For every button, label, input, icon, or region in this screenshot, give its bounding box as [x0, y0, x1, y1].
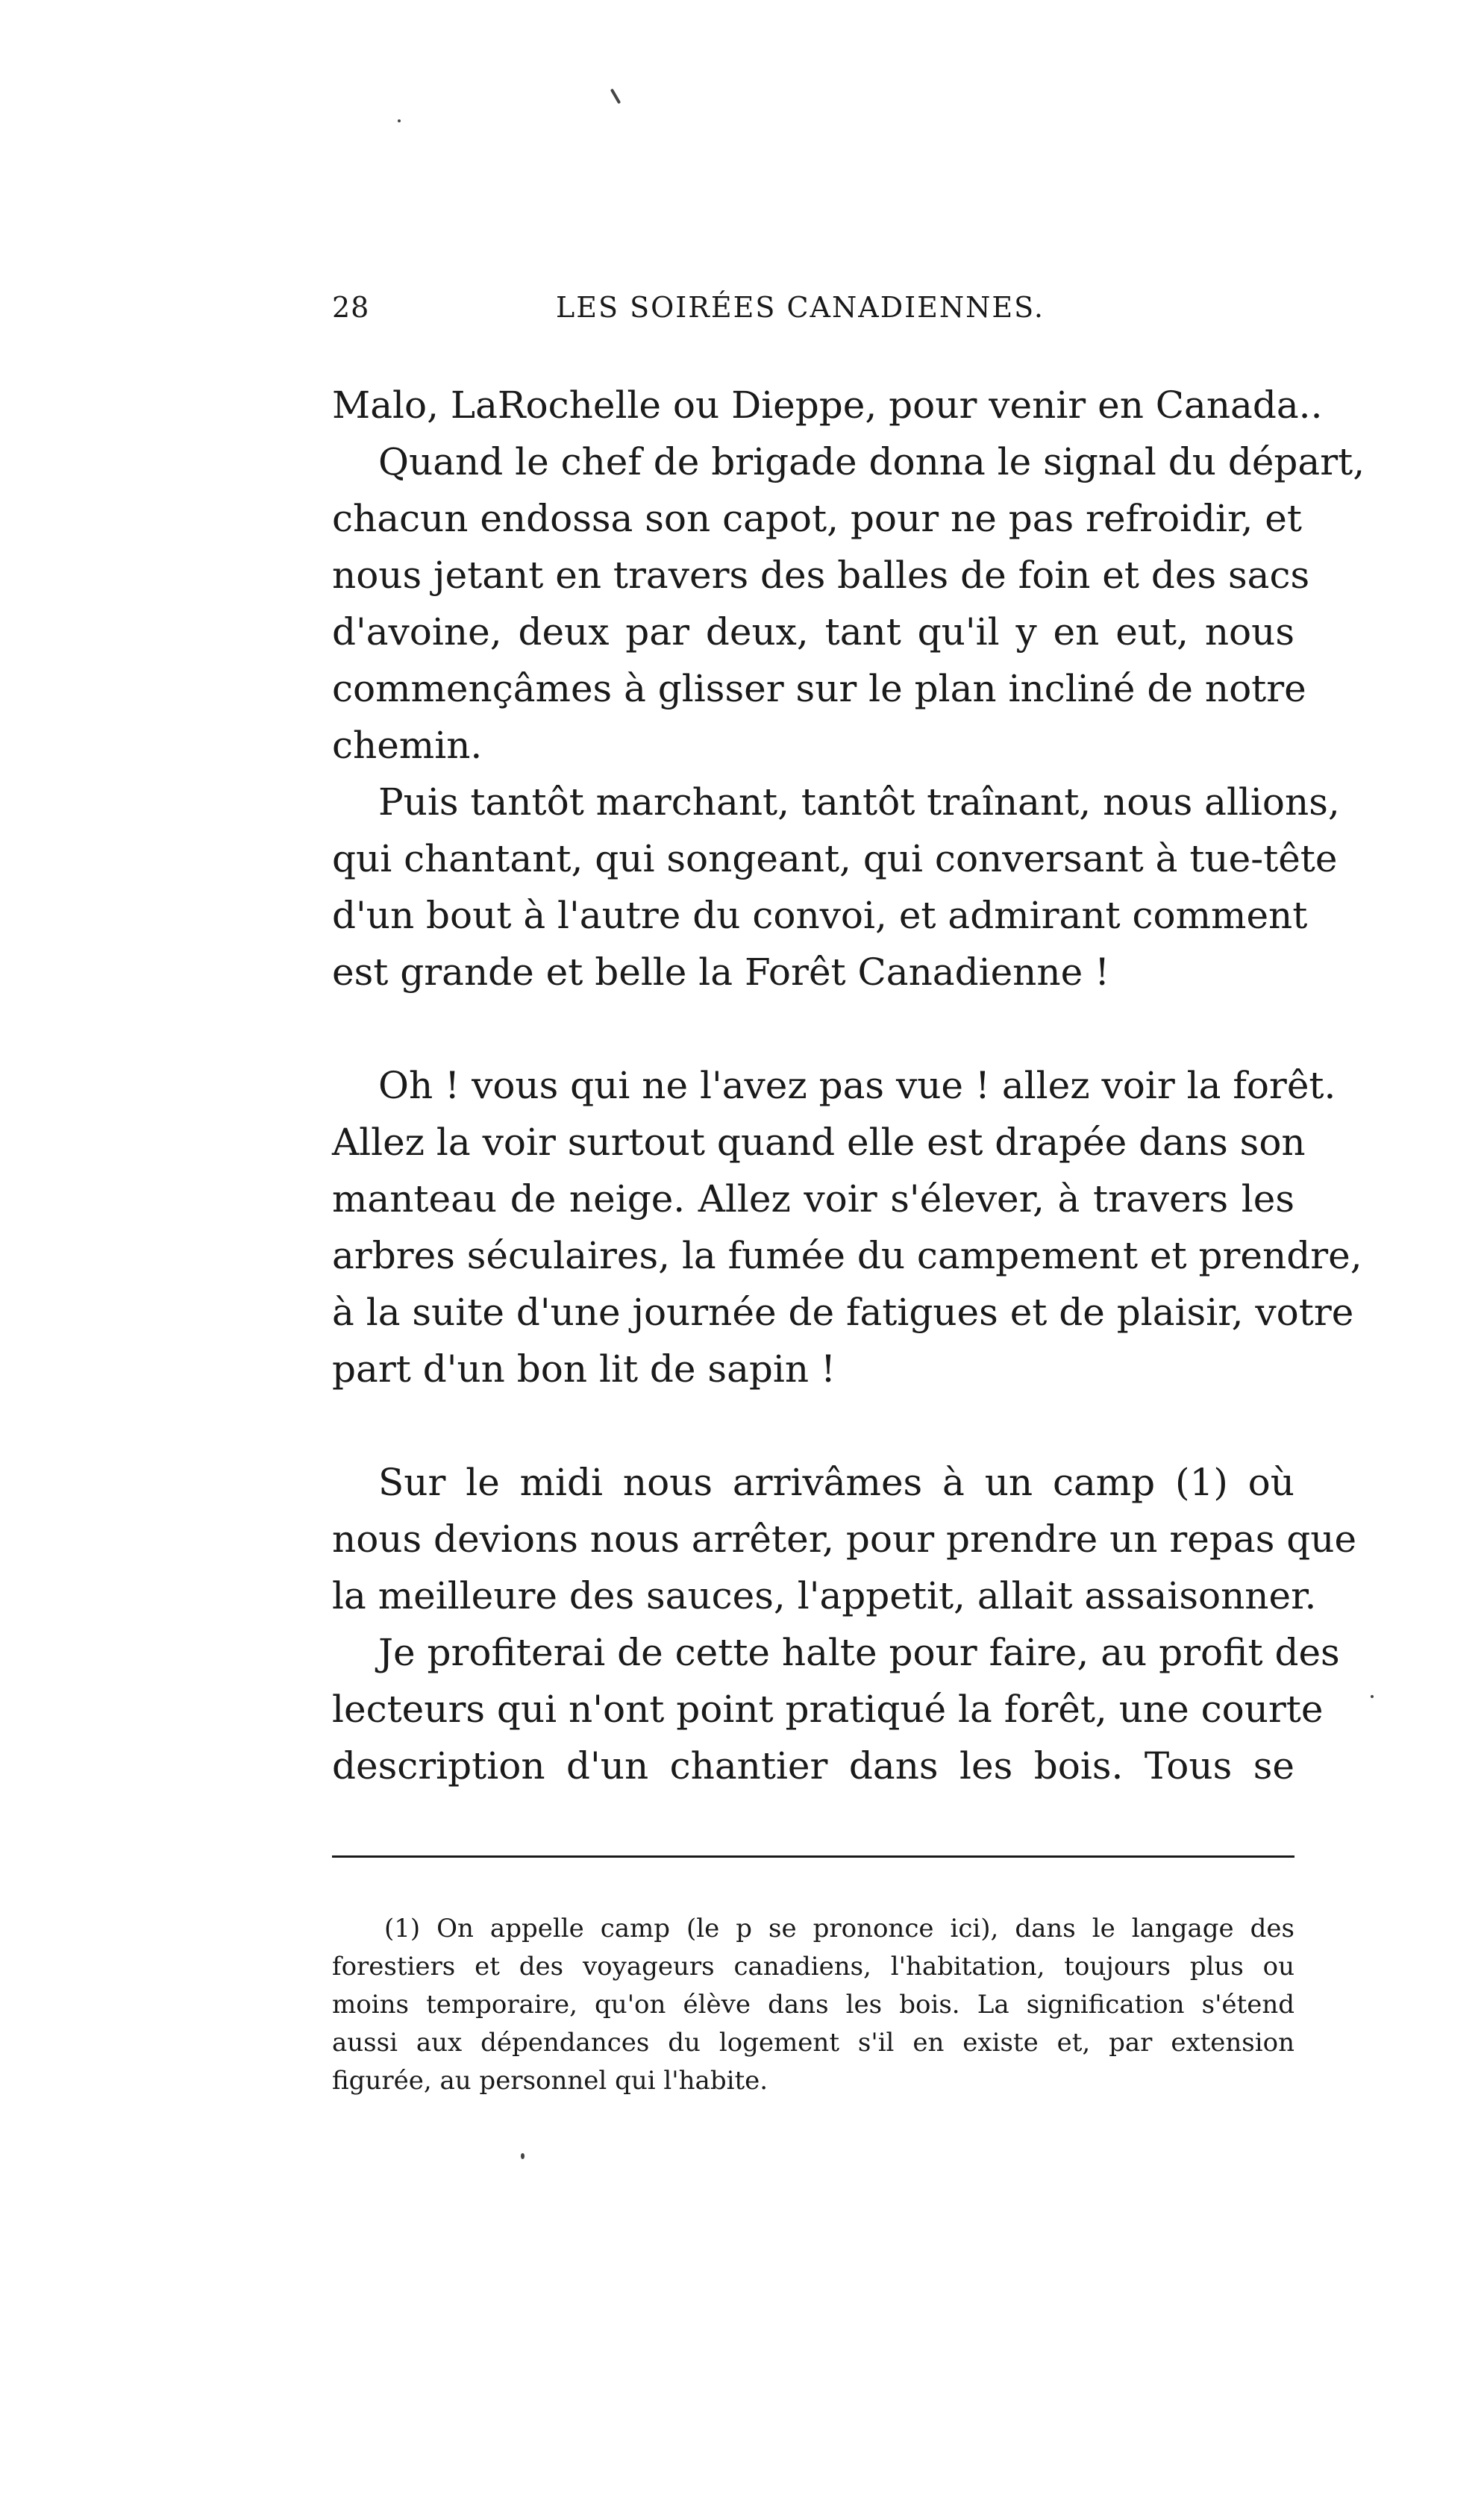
ink-speck	[398, 119, 401, 122]
text-line: Malo, LaRochelle ou Dieppe, pour venir en Canada..	[332, 383, 1323, 427]
text-line: d'avoine, deux par deux, tant qu'il y en eut, nous	[332, 610, 1294, 654]
footnote	[332, 1910, 1294, 2100]
text-line: lecteurs qui n'ont point pratiqué la forêt, une courte	[332, 1688, 1324, 1731]
text-line: chacun endossa son capot, pour ne pas refroidir, et	[332, 497, 1302, 540]
text-line: nous jetant en travers des balles de foin et des sacs	[332, 554, 1310, 597]
page-number: 28	[332, 291, 370, 324]
main-text	[332, 377, 1365, 1794]
footnote-line: forestiers et des voyageurs canadiens, l'habitation, toujours plus ou	[332, 1952, 1294, 1982]
page-header	[332, 291, 1291, 336]
text-line: Allez la voir surtout quand elle est drapée dans son	[332, 1121, 1306, 1164]
ink-speck	[610, 88, 621, 104]
text-line: nous devions nous arrêter, pour prendre un repas que	[332, 1517, 1357, 1561]
text-line: Puis tantôt marchant, tantôt traînant, nous allions,	[378, 780, 1340, 824]
text-line: Sur le midi nous arrivâmes à un camp (1) où	[378, 1461, 1294, 1504]
text-line: Oh ! vous qui ne l'avez pas vue ! allez voir la forêt.	[378, 1064, 1336, 1107]
text-line: à la suite d'une journée de fatigues et de plaisir, votre	[332, 1291, 1354, 1334]
footnote-line: moins temporaire, qu'on élève dans les bois. La signification s'étend	[332, 1990, 1294, 2020]
text-line: arbres séculaires, la fumée du campement et prendre,	[332, 1234, 1362, 1277]
ink-speck	[521, 2153, 525, 2159]
text-line: Quand le chef de brigade donna le signal du départ,	[378, 440, 1365, 483]
ink-speck	[1371, 1695, 1374, 1698]
paragraph-gap	[332, 1397, 1294, 1454]
text-line: part d'un bon lit de sapin !	[332, 1347, 836, 1391]
text-line: est grande et belle la Forêt Canadienne !	[332, 950, 1110, 994]
text-line: qui chantant, qui songeant, qui conversant à tue-tête	[332, 837, 1338, 880]
text-line: Je profiterai de cette halte pour faire, au profit des	[378, 1631, 1340, 1674]
text-line: la meilleure des sauces, l'appetit, allait assaisonner.	[332, 1574, 1317, 1617]
paragraph-gap	[332, 1000, 1294, 1057]
running-title: LES SOIRÉES CANADIENNES.	[556, 291, 1045, 324]
text-line: commençâmes à glisser sur le plan incliné de notre	[332, 667, 1306, 710]
text-line: d'un bout à l'autre du convoi, et admirant comment	[332, 894, 1308, 937]
footnote-line: (1) On appelle camp (le p se prononce ici), dans le langage des	[384, 1914, 1294, 1943]
text-line: manteau de neige. Allez voir s'élever, à travers les	[332, 1177, 1294, 1221]
footnote-line: aussi aux dépendances du logement s'il en existe et, par extension	[332, 2028, 1294, 2058]
text-line: description d'un chantier dans les bois. Tous se	[332, 1744, 1294, 1788]
text-line: chemin.	[332, 724, 483, 767]
footnote-rule	[332, 1855, 1294, 1858]
footnote-line: figurée, au personnel qui l'habite.	[332, 2066, 768, 2096]
